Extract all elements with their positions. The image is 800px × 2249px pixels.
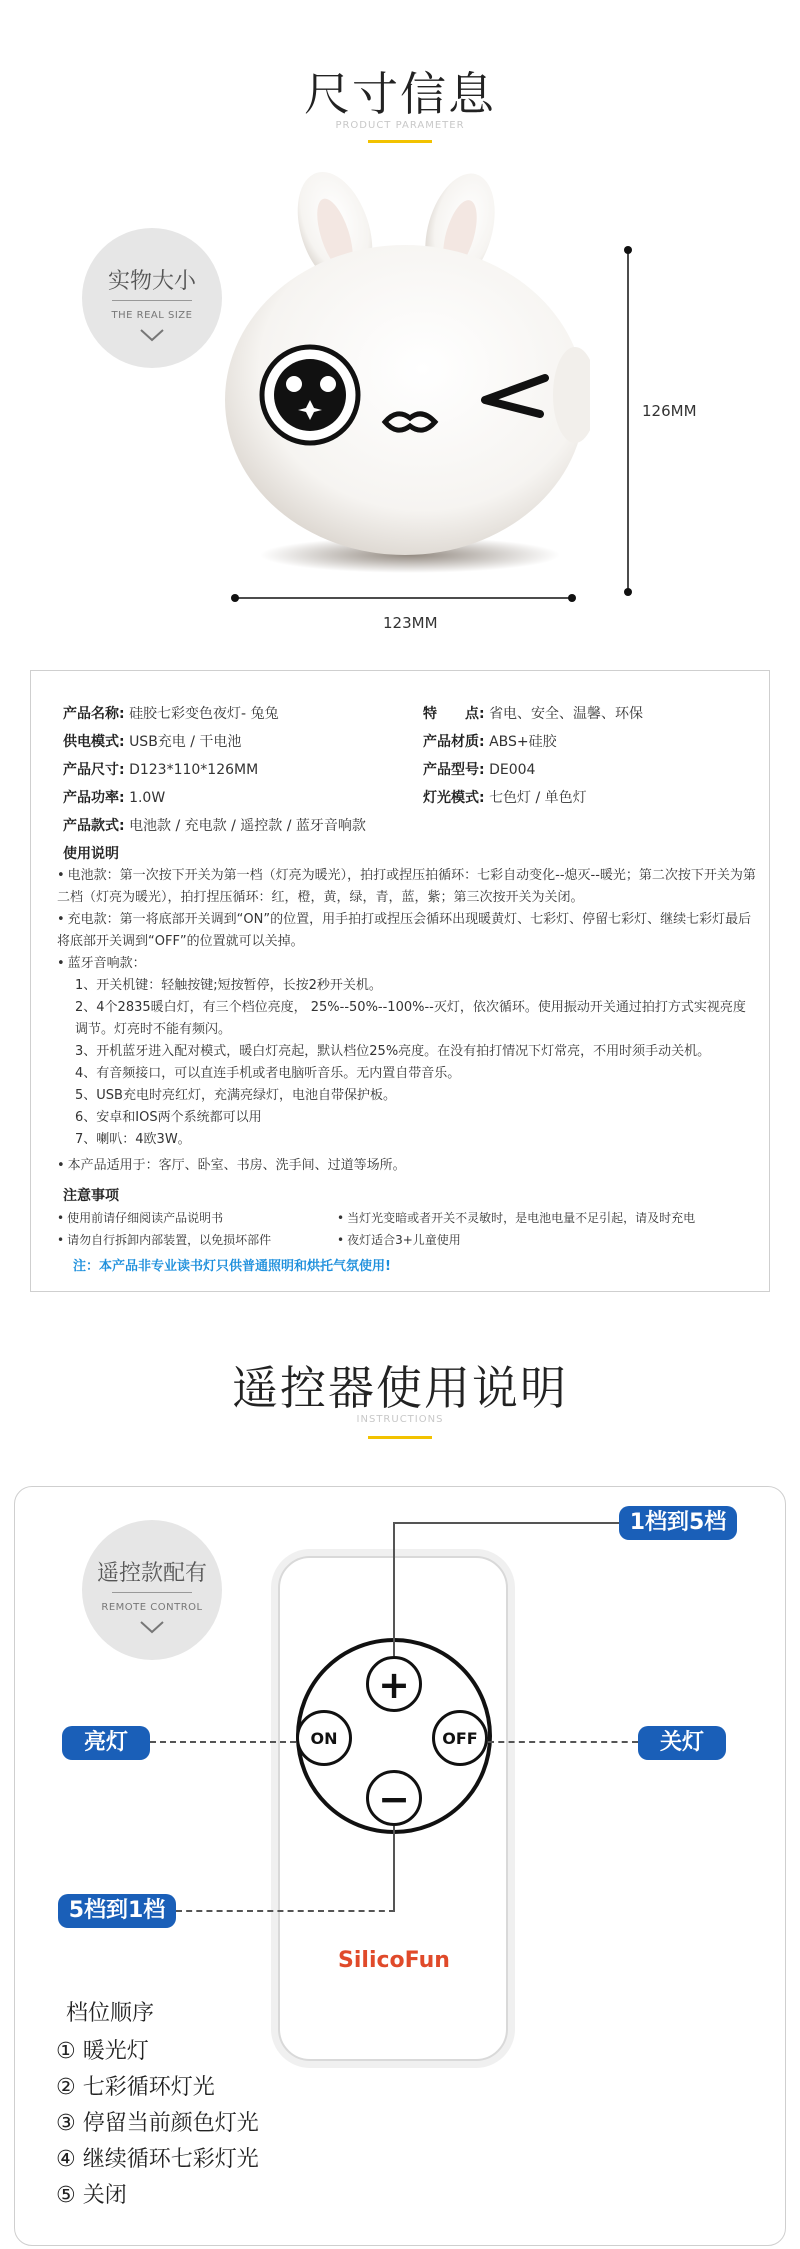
leader-on (150, 1741, 296, 1743)
leader-off (488, 1741, 638, 1743)
spec-power-mode: 供电模式: USB充电 / 干电池 (63, 734, 242, 750)
mode-item-5: ⑤ 关闭 (56, 2183, 127, 2208)
tag-level-down: 5档到1档 (58, 1894, 176, 1928)
mode-item-1: ① 暖光灯 (56, 2039, 149, 2064)
spec-light-mode: 灯光模式: 七色灯 / 单色灯 (423, 790, 587, 806)
leader-down-horizontal (176, 1910, 395, 1912)
size-section-title: 尺寸信息 (304, 67, 496, 121)
bt-step-6: 6、安卓和IOS两个系统都可以用 (75, 1110, 262, 1125)
spec-box (30, 670, 770, 1292)
mode-item-4: ④ 继续循环七彩灯光 (56, 2147, 259, 2172)
usage-battery: • 电池款：第一次按下开关为第一档（灯亮为暖光），拍打或捏压拍循环：七彩自动变化--熄灭--暖光；第二次按下开关为第二档（灯亮为暖光），拍打捏压循环：红，橙，黄，绿，青，蓝，紫；第三次按开关为关闭。 (57, 865, 757, 909)
usage-heading: 使用说明 (63, 846, 119, 862)
note-battery-low: • 当灯光变暗或者开关不灵敏时，是电池电量不足引起，请及时充电 (337, 1207, 757, 1229)
bt-step-4: 4、有音频接口，可以直连手机或者电脑听音乐。无内置自带音乐。 (75, 1066, 461, 1081)
tag-light-on: 亮灯 (62, 1726, 150, 1760)
tag-level-up: 1档到5档 (619, 1506, 737, 1540)
spec-name: 产品名称: 硅胶七彩变色夜灯- 兔兔 (63, 706, 279, 722)
size-section-subtitle: PRODUCT PARAMETER (335, 120, 465, 131)
height-dimension-label: 126MM (642, 402, 697, 420)
width-dimension-label: 123MM (383, 614, 438, 632)
brand-logo: SilicoFun (338, 1948, 450, 1973)
dimension-lines (0, 0, 800, 640)
spec-features: 特 点: 省电、安全、温馨、环保 (423, 706, 644, 722)
badge-main-text: 遥控款配有 (96, 1561, 207, 1586)
note-children: • 夜灯适合3+儿童使用 (337, 1229, 757, 1251)
on-button[interactable]: ON (296, 1710, 352, 1766)
bt-step-2: 2、4个2835暖白灯，有三个档位亮度， 25%--50%--100%--灭灯，依次循环。使用振动开关通过拍打方式实视亮度调节。灯亮时不能有频闪。 (75, 1000, 746, 1037)
bt-step-5: 5、USB充电时亮红灯，充满亮绿灯，电池自带保护板。 (75, 1088, 396, 1103)
spec-material: 产品材质: ABS+硅胶 (423, 734, 557, 750)
badge-main-text: 实物大小 (107, 269, 196, 294)
remote-badge (82, 1520, 222, 1660)
badge-sub-text: THE REAL SIZE (111, 310, 193, 321)
leader-up (393, 1522, 395, 1656)
badge-divider (112, 1592, 192, 1593)
spec-size: 产品尺寸: D123*110*126MM (63, 762, 259, 778)
remote-section-title: 遥控器使用说明 (232, 1361, 568, 1415)
plus-button[interactable]: + (366, 1656, 422, 1712)
leader-down (393, 1826, 395, 1910)
bt-step-1: 1、开关机键：轻触按键;短按暂停，长按2秒开关机。 (75, 978, 382, 993)
mode-item-3: ③ 停留当前颜色灯光 (56, 2111, 259, 2136)
badge-sub-text: REMOTE CONTROL (101, 1602, 203, 1613)
bt-step-3: 3、开机蓝牙进入配对模式，暖白灯亮起，默认档位25%亮度。在没有拍打情况下灯常亮，不用时须手动关机。 (75, 1044, 711, 1059)
tag-light-off: 关灯 (638, 1726, 726, 1760)
leader-up-horizontal (393, 1522, 619, 1524)
usage-bluetooth: • 蓝牙音响款： (57, 953, 757, 975)
usage-charging: • 充电款：第一将底部开关调到“ON”的位置，用手拍打或捏压会循环出现暖黄灯、七彩灯、停留七彩灯、继续七彩灯最后将底部开关调到“OFF”的位置就可以关掉。 (57, 909, 757, 953)
spec-model: 产品型号: DE004 (423, 762, 536, 778)
applicable-places: • 本产品适用于：客厅、卧室、书房、洗手间、过道等场所。 (57, 1155, 757, 1177)
mode-item-2: ② 七彩循环灯光 (56, 2075, 215, 2100)
note-read-manual: • 使用前请仔细阅读产品说明书 (57, 1207, 357, 1229)
bt-step-7: 7、喇叭：4欧3W。 (75, 1132, 191, 1147)
notice-text: 注：本产品非专业读书灯只供普通照明和烘托气氛使用! (73, 1259, 391, 1274)
remote-section-subtitle: INSTRUCTIONS (356, 1414, 444, 1425)
spec-styles: 产品款式: 电池款 / 充电款 / 遥控款 / 蓝牙音响款 (63, 818, 366, 834)
chevron-down-icon (139, 1620, 165, 1634)
spec-wattage: 产品功率: 1.0W (63, 790, 166, 806)
notes-heading: 注意事项 (63, 1188, 119, 1204)
off-button[interactable]: OFF (432, 1710, 488, 1766)
mode-list-title: 档位顺序 (66, 2001, 155, 2026)
minus-button[interactable]: − (366, 1770, 422, 1826)
title-underline (368, 1436, 432, 1439)
note-no-disassembly: • 请勿自行拆卸内部装置，以免损坏部件 (57, 1229, 357, 1251)
